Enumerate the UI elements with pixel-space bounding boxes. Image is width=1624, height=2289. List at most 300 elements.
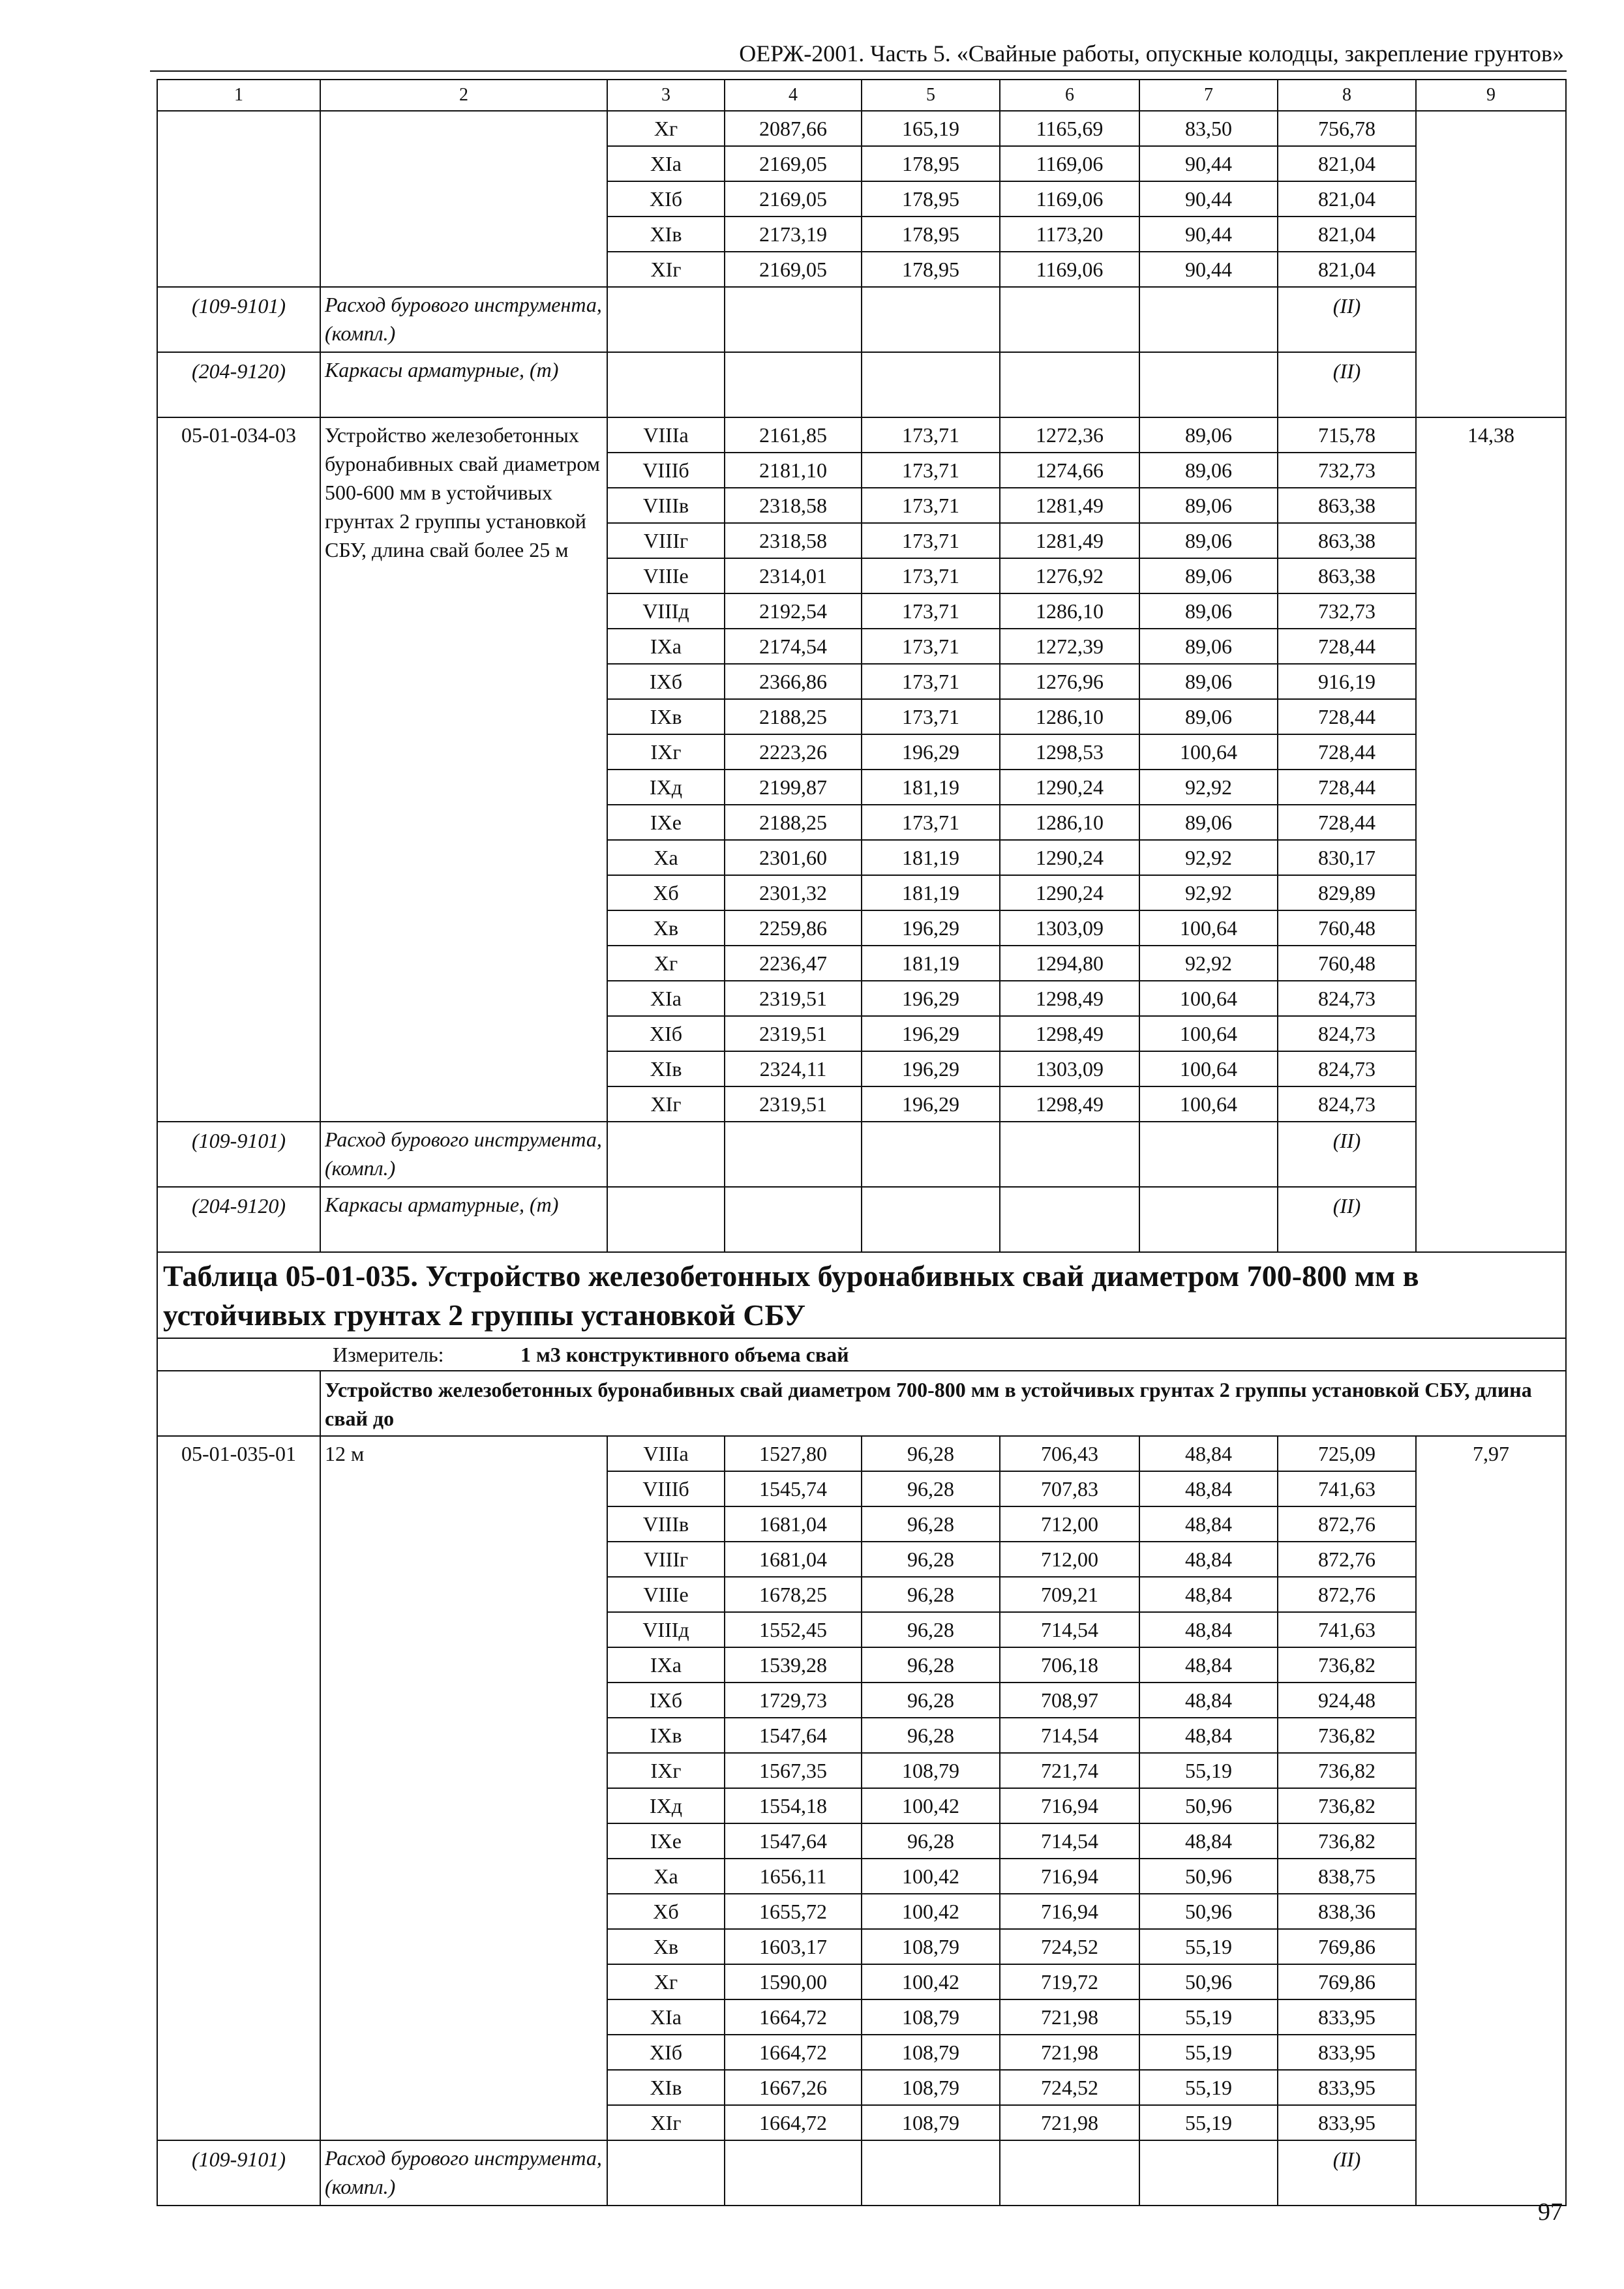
wages-cell: 108,79 bbox=[862, 2070, 1000, 2105]
machines-cell: 1165,69 bbox=[1000, 111, 1139, 146]
machines-cell: 1294,80 bbox=[1000, 946, 1139, 981]
machines-cell: 1274,66 bbox=[1000, 453, 1139, 488]
empty-cell bbox=[157, 1371, 320, 1436]
wages-cell: 173,71 bbox=[862, 699, 1000, 734]
zone-cell: Xа bbox=[607, 1859, 725, 1894]
rate-code: 05-01-034-03 bbox=[157, 417, 320, 1122]
wages-cell: 173,71 bbox=[862, 558, 1000, 593]
wages-cell: 181,19 bbox=[862, 840, 1000, 875]
machinist-wages-cell: 48,84 bbox=[1139, 1683, 1278, 1718]
machinist-wages-cell: 92,92 bbox=[1139, 770, 1278, 805]
rate-code: 05-01-035-01 bbox=[157, 1436, 320, 2140]
wages-cell: 100,42 bbox=[862, 1894, 1000, 1929]
resource-name: Расход бурового инструмента, (компл.) bbox=[320, 1122, 607, 1187]
zone-cell: Xв bbox=[607, 1929, 725, 1964]
wages-cell: 100,42 bbox=[862, 1859, 1000, 1894]
total-cost-cell: 2169,05 bbox=[725, 252, 862, 287]
resource-name: Расход бурового инструмента, (компл.) bbox=[320, 2140, 607, 2206]
total-cost-cell: 2169,05 bbox=[725, 146, 862, 181]
materials-cell: 833,95 bbox=[1278, 2105, 1416, 2140]
materials-cell: 916,19 bbox=[1278, 664, 1416, 699]
resource-value: (II) bbox=[1278, 2140, 1416, 2206]
machines-cell: 1276,96 bbox=[1000, 664, 1139, 699]
materials-cell: 863,38 bbox=[1278, 488, 1416, 523]
machinist-wages-cell: 89,06 bbox=[1139, 664, 1278, 699]
machines-cell: 724,52 bbox=[1000, 1929, 1139, 1964]
rates-table bbox=[157, 79, 1567, 2206]
resource-value: (II) bbox=[1278, 352, 1416, 417]
resource-code: (109-9101) bbox=[157, 2140, 320, 2206]
machines-cell: 714,54 bbox=[1000, 1823, 1139, 1859]
machines-cell: 1290,24 bbox=[1000, 770, 1139, 805]
machinist-wages-cell: 90,44 bbox=[1139, 252, 1278, 287]
materials-cell: 821,04 bbox=[1278, 181, 1416, 217]
wages-cell: 196,29 bbox=[862, 1086, 1000, 1122]
column-number: 7 bbox=[1139, 80, 1278, 111]
machinist-wages-cell: 48,84 bbox=[1139, 1612, 1278, 1647]
total-cost-cell: 1554,18 bbox=[725, 1788, 862, 1823]
empty-cell bbox=[862, 2140, 1000, 2206]
empty-cell bbox=[607, 287, 725, 352]
total-cost-cell: 1681,04 bbox=[725, 1542, 862, 1577]
machinist-wages-cell: 89,06 bbox=[1139, 805, 1278, 840]
empty-cell bbox=[1000, 287, 1139, 352]
zone-cell: Xг bbox=[607, 946, 725, 981]
total-cost-cell: 2366,86 bbox=[725, 664, 862, 699]
machinist-wages-cell: 92,92 bbox=[1139, 946, 1278, 981]
total-cost-cell: 2236,47 bbox=[725, 946, 862, 981]
empty-cell bbox=[607, 352, 725, 417]
machines-cell: 1303,09 bbox=[1000, 1051, 1139, 1086]
labor-hours-cell: 7,97 bbox=[1416, 1436, 1566, 2206]
zone-cell: XIв bbox=[607, 1051, 725, 1086]
machinist-wages-cell: 90,44 bbox=[1139, 181, 1278, 217]
rate-description: 12 м bbox=[320, 1436, 607, 2140]
machinist-wages-cell: 89,06 bbox=[1139, 558, 1278, 593]
zone-cell: VIIIа bbox=[607, 417, 725, 453]
machinist-wages-cell: 89,06 bbox=[1139, 417, 1278, 453]
zone-cell: XIв bbox=[607, 217, 725, 252]
zone-cell: VIIIе bbox=[607, 1577, 725, 1612]
wages-cell: 173,71 bbox=[862, 593, 1000, 629]
total-cost-cell: 1664,72 bbox=[725, 1999, 862, 2035]
machines-cell: 1298,49 bbox=[1000, 1016, 1139, 1051]
empty-cell bbox=[607, 1187, 725, 1252]
total-cost-cell: 1545,74 bbox=[725, 1471, 862, 1506]
resource-code: (204-9120) bbox=[157, 1187, 320, 1252]
empty-cell bbox=[862, 1187, 1000, 1252]
machinist-wages-cell: 100,64 bbox=[1139, 981, 1278, 1016]
machinist-wages-cell: 50,96 bbox=[1139, 1788, 1278, 1823]
wages-cell: 96,28 bbox=[862, 1471, 1000, 1506]
total-cost-cell: 1664,72 bbox=[725, 2105, 862, 2140]
wages-cell: 108,79 bbox=[862, 1999, 1000, 2035]
zone-cell: IXд bbox=[607, 770, 725, 805]
wages-cell: 96,28 bbox=[862, 1823, 1000, 1859]
machines-cell: 1173,20 bbox=[1000, 217, 1139, 252]
total-cost-cell: 1681,04 bbox=[725, 1506, 862, 1542]
materials-cell: 769,86 bbox=[1278, 1964, 1416, 1999]
zone-cell: XIг bbox=[607, 1086, 725, 1122]
zone-cell: IXе bbox=[607, 805, 725, 840]
total-cost-cell: 2173,19 bbox=[725, 217, 862, 252]
materials-cell: 872,76 bbox=[1278, 1506, 1416, 1542]
column-number: 1 bbox=[157, 80, 320, 111]
total-cost-cell: 1547,64 bbox=[725, 1718, 862, 1753]
empty-cell bbox=[862, 1122, 1000, 1187]
machinist-wages-cell: 55,19 bbox=[1139, 1929, 1278, 1964]
measure-label: Измеритель: bbox=[333, 1343, 444, 1366]
wages-cell: 108,79 bbox=[862, 2035, 1000, 2070]
wages-cell: 96,28 bbox=[862, 1542, 1000, 1577]
empty-cell bbox=[725, 287, 862, 352]
labor-hours-cell: 14,38 bbox=[1416, 417, 1566, 1252]
total-cost-cell: 1678,25 bbox=[725, 1577, 862, 1612]
total-cost-cell: 2181,10 bbox=[725, 453, 862, 488]
empty-cell bbox=[725, 352, 862, 417]
machines-cell: 1169,06 bbox=[1000, 181, 1139, 217]
zone-cell: VIIIг bbox=[607, 1542, 725, 1577]
table-row bbox=[157, 417, 1566, 453]
machines-cell: 1286,10 bbox=[1000, 699, 1139, 734]
zone-cell: VIIIб bbox=[607, 453, 725, 488]
empty-cell bbox=[1139, 1187, 1278, 1252]
machines-cell: 712,00 bbox=[1000, 1506, 1139, 1542]
page-number: 97 bbox=[1538, 2198, 1563, 2226]
machinist-wages-cell: 92,92 bbox=[1139, 875, 1278, 910]
zone-cell: IXа bbox=[607, 1647, 725, 1683]
machines-cell: 707,83 bbox=[1000, 1471, 1139, 1506]
empty-cell bbox=[1139, 2140, 1278, 2206]
empty-cell bbox=[607, 1122, 725, 1187]
materials-cell: 736,82 bbox=[1278, 1753, 1416, 1788]
zone-cell: XIб bbox=[607, 2035, 725, 2070]
wages-cell: 108,79 bbox=[862, 1929, 1000, 1964]
materials-cell: 736,82 bbox=[1278, 1823, 1416, 1859]
total-cost-cell: 2223,26 bbox=[725, 734, 862, 770]
total-cost-cell: 1539,28 bbox=[725, 1647, 862, 1683]
wages-cell: 181,19 bbox=[862, 770, 1000, 805]
machinist-wages-cell: 89,06 bbox=[1139, 488, 1278, 523]
wages-cell: 100,42 bbox=[862, 1964, 1000, 1999]
machinist-wages-cell: 89,06 bbox=[1139, 593, 1278, 629]
resource-name: Каркасы арматурные, (т) bbox=[320, 1187, 607, 1252]
empty-cell bbox=[1000, 352, 1139, 417]
empty-cell bbox=[1139, 287, 1278, 352]
machinist-wages-cell: 48,84 bbox=[1139, 1647, 1278, 1683]
materials-cell: 924,48 bbox=[1278, 1683, 1416, 1718]
total-cost-cell: 1664,72 bbox=[725, 2035, 862, 2070]
wages-cell: 178,95 bbox=[862, 217, 1000, 252]
total-cost-cell: 1603,17 bbox=[725, 1929, 862, 1964]
machines-cell: 1303,09 bbox=[1000, 910, 1139, 946]
materials-cell: 838,75 bbox=[1278, 1859, 1416, 1894]
machinist-wages-cell: 55,19 bbox=[1139, 1753, 1278, 1788]
column-number: 6 bbox=[1000, 80, 1139, 111]
zone-cell: Xб bbox=[607, 875, 725, 910]
machines-cell: 1281,49 bbox=[1000, 488, 1139, 523]
zone-cell: IXе bbox=[607, 1823, 725, 1859]
wages-cell: 96,28 bbox=[862, 1612, 1000, 1647]
machinist-wages-cell: 100,64 bbox=[1139, 910, 1278, 946]
materials-cell: 824,73 bbox=[1278, 981, 1416, 1016]
machines-cell: 716,94 bbox=[1000, 1894, 1139, 1929]
empty-cell bbox=[320, 111, 607, 287]
total-cost-cell: 2319,51 bbox=[725, 981, 862, 1016]
header-rule bbox=[150, 70, 1567, 72]
wages-cell: 173,71 bbox=[862, 805, 1000, 840]
total-cost-cell: 2188,25 bbox=[725, 805, 862, 840]
zone-cell: IXг bbox=[607, 1753, 725, 1788]
machines-cell: 712,00 bbox=[1000, 1542, 1139, 1577]
measure bbox=[157, 1338, 1566, 1371]
zone-cell: VIIIг bbox=[607, 523, 725, 558]
total-cost-cell: 2314,01 bbox=[725, 558, 862, 593]
zone-cell: IXд bbox=[607, 1788, 725, 1823]
total-cost-cell: 2188,25 bbox=[725, 699, 862, 734]
materials-cell: 728,44 bbox=[1278, 629, 1416, 664]
total-cost-cell: 1552,45 bbox=[725, 1612, 862, 1647]
machinist-wages-cell: 55,19 bbox=[1139, 2105, 1278, 2140]
machinist-wages-cell: 48,84 bbox=[1139, 1577, 1278, 1612]
machinist-wages-cell: 48,84 bbox=[1139, 1823, 1278, 1859]
materials-cell: 760,48 bbox=[1278, 910, 1416, 946]
materials-cell: 741,63 bbox=[1278, 1471, 1416, 1506]
page-header bbox=[150, 39, 1567, 72]
empty-cell bbox=[1000, 2140, 1139, 2206]
resource-code: (109-9101) bbox=[157, 1122, 320, 1187]
zone-cell: Xг bbox=[607, 111, 725, 146]
total-cost-cell: 2301,60 bbox=[725, 840, 862, 875]
machines-cell: 706,43 bbox=[1000, 1436, 1139, 1471]
wages-cell: 196,29 bbox=[862, 981, 1000, 1016]
zone-cell: IXб bbox=[607, 1683, 725, 1718]
empty-cell bbox=[607, 2140, 725, 2206]
wages-cell: 173,71 bbox=[862, 453, 1000, 488]
total-cost-cell: 2319,51 bbox=[725, 1086, 862, 1122]
wages-cell: 196,29 bbox=[862, 734, 1000, 770]
materials-cell: 760,48 bbox=[1278, 946, 1416, 981]
total-cost-cell: 2174,54 bbox=[725, 629, 862, 664]
machinist-wages-cell: 83,50 bbox=[1139, 111, 1278, 146]
zone-cell: VIIIа bbox=[607, 1436, 725, 1471]
zone-cell: VIIIе bbox=[607, 558, 725, 593]
materials-cell: 728,44 bbox=[1278, 734, 1416, 770]
materials-cell: 821,04 bbox=[1278, 146, 1416, 181]
zone-cell: VIIIб bbox=[607, 1471, 725, 1506]
empty-cell bbox=[157, 111, 320, 287]
zone-cell: XIб bbox=[607, 181, 725, 217]
machinist-wages-cell: 55,19 bbox=[1139, 1999, 1278, 2035]
wages-cell: 96,28 bbox=[862, 1647, 1000, 1683]
empty-cell bbox=[1139, 352, 1278, 417]
zone-cell: VIIIд bbox=[607, 1612, 725, 1647]
rate-description: Устройство железобетонных буронабивных свай диаметром 500-600 мм в устойчивых грунтах 2 группы установкой СБУ, длина свай более 25 м bbox=[320, 417, 607, 1122]
machinist-wages-cell: 50,96 bbox=[1139, 1894, 1278, 1929]
machinist-wages-cell: 100,64 bbox=[1139, 1086, 1278, 1122]
machines-cell: 724,52 bbox=[1000, 2070, 1139, 2105]
machines-cell: 1169,06 bbox=[1000, 252, 1139, 287]
wages-cell: 96,28 bbox=[862, 1718, 1000, 1753]
zone-cell: IXв bbox=[607, 1718, 725, 1753]
resource-row bbox=[157, 2140, 1566, 2206]
materials-cell: 872,76 bbox=[1278, 1577, 1416, 1612]
materials-cell: 728,44 bbox=[1278, 699, 1416, 734]
materials-cell: 833,95 bbox=[1278, 2070, 1416, 2105]
materials-cell: 728,44 bbox=[1278, 770, 1416, 805]
total-cost-cell: 2087,66 bbox=[725, 111, 862, 146]
machinist-wages-cell: 48,84 bbox=[1139, 1436, 1278, 1471]
zone-cell: Xб bbox=[607, 1894, 725, 1929]
table-row bbox=[157, 111, 1566, 146]
total-cost-cell: 1655,72 bbox=[725, 1894, 862, 1929]
materials-cell: 736,82 bbox=[1278, 1647, 1416, 1683]
materials-cell: 732,73 bbox=[1278, 453, 1416, 488]
total-cost-cell: 1729,73 bbox=[725, 1683, 862, 1718]
zone-cell: XIв bbox=[607, 2070, 725, 2105]
wages-cell: 108,79 bbox=[862, 2105, 1000, 2140]
subtitle-row bbox=[157, 1371, 1566, 1436]
total-cost-cell: 2318,58 bbox=[725, 523, 862, 558]
zone-cell: Xа bbox=[607, 840, 725, 875]
empty-cell bbox=[1000, 1122, 1139, 1187]
wages-cell: 196,29 bbox=[862, 910, 1000, 946]
materials-cell: 863,38 bbox=[1278, 523, 1416, 558]
materials-cell: 872,76 bbox=[1278, 1542, 1416, 1577]
machinist-wages-cell: 100,64 bbox=[1139, 1016, 1278, 1051]
empty-cell bbox=[725, 1122, 862, 1187]
materials-cell: 863,38 bbox=[1278, 558, 1416, 593]
machines-cell: 716,94 bbox=[1000, 1859, 1139, 1894]
zone-cell: IXб bbox=[607, 664, 725, 699]
zone-cell: Xв bbox=[607, 910, 725, 946]
resource-name: Расход бурового инструмента, (компл.) bbox=[320, 287, 607, 352]
materials-cell: 736,82 bbox=[1278, 1718, 1416, 1753]
column-number: 3 bbox=[607, 80, 725, 111]
zone-cell: IXа bbox=[607, 629, 725, 664]
total-cost-cell: 2161,85 bbox=[725, 417, 862, 453]
zone-cell: IXв bbox=[607, 699, 725, 734]
machinist-wages-cell: 89,06 bbox=[1139, 629, 1278, 664]
total-cost-cell: 2318,58 bbox=[725, 488, 862, 523]
empty-cell bbox=[1000, 1187, 1139, 1252]
machines-cell: 1298,49 bbox=[1000, 981, 1139, 1016]
machinist-wages-cell: 55,19 bbox=[1139, 2035, 1278, 2070]
total-cost-cell: 2301,32 bbox=[725, 875, 862, 910]
total-cost-cell: 1527,80 bbox=[725, 1436, 862, 1471]
machines-cell: 1286,10 bbox=[1000, 805, 1139, 840]
wages-cell: 181,19 bbox=[862, 875, 1000, 910]
section-subtitle: Устройство железобетонных буронабивных свай диаметром 700-800 мм в устойчивых грунтах 2 группы установкой СБУ, длина свай до bbox=[320, 1371, 1566, 1436]
machinist-wages-cell: 50,96 bbox=[1139, 1859, 1278, 1894]
machines-cell: 709,21 bbox=[1000, 1577, 1139, 1612]
resource-value: (II) bbox=[1278, 1187, 1416, 1252]
machines-cell: 716,94 bbox=[1000, 1788, 1139, 1823]
zone-cell: XIг bbox=[607, 2105, 725, 2140]
machines-cell: 719,72 bbox=[1000, 1964, 1139, 1999]
zone-cell: VIIIв bbox=[607, 488, 725, 523]
machinist-wages-cell: 92,92 bbox=[1139, 840, 1278, 875]
wages-cell: 165,19 bbox=[862, 111, 1000, 146]
wages-cell: 196,29 bbox=[862, 1051, 1000, 1086]
materials-cell: 821,04 bbox=[1278, 252, 1416, 287]
total-cost-cell: 2192,54 bbox=[725, 593, 862, 629]
total-cost-cell: 1656,11 bbox=[725, 1859, 862, 1894]
table-title-row bbox=[157, 1252, 1566, 1338]
empty-cell bbox=[725, 1187, 862, 1252]
column-number: 4 bbox=[725, 80, 862, 111]
materials-cell: 821,04 bbox=[1278, 217, 1416, 252]
total-cost-cell: 2169,05 bbox=[725, 181, 862, 217]
zone-cell: XIа bbox=[607, 1999, 725, 2035]
zone-cell: XIа bbox=[607, 146, 725, 181]
machines-cell: 1286,10 bbox=[1000, 593, 1139, 629]
wages-cell: 173,71 bbox=[862, 488, 1000, 523]
materials-cell: 756,78 bbox=[1278, 111, 1416, 146]
column-number: 5 bbox=[862, 80, 1000, 111]
machines-cell: 1298,49 bbox=[1000, 1086, 1139, 1122]
materials-cell: 830,17 bbox=[1278, 840, 1416, 875]
wages-cell: 178,95 bbox=[862, 252, 1000, 287]
empty-cell bbox=[862, 287, 1000, 352]
machinist-wages-cell: 50,96 bbox=[1139, 1964, 1278, 1999]
machines-cell: 1281,49 bbox=[1000, 523, 1139, 558]
machinist-wages-cell: 100,64 bbox=[1139, 734, 1278, 770]
zone-cell: XIг bbox=[607, 252, 725, 287]
materials-cell: 824,73 bbox=[1278, 1086, 1416, 1122]
machinist-wages-cell: 100,64 bbox=[1139, 1051, 1278, 1086]
wages-cell: 96,28 bbox=[862, 1436, 1000, 1471]
materials-cell: 833,95 bbox=[1278, 2035, 1416, 2070]
materials-cell: 732,73 bbox=[1278, 593, 1416, 629]
machines-cell: 721,74 bbox=[1000, 1753, 1139, 1788]
materials-cell: 833,95 bbox=[1278, 1999, 1416, 2035]
wages-cell: 173,71 bbox=[862, 664, 1000, 699]
wages-cell: 100,42 bbox=[862, 1788, 1000, 1823]
machinist-wages-cell: 89,06 bbox=[1139, 699, 1278, 734]
wages-cell: 173,71 bbox=[862, 629, 1000, 664]
table-row bbox=[157, 1436, 1566, 1471]
machines-cell: 1272,36 bbox=[1000, 417, 1139, 453]
empty-cell bbox=[725, 2140, 862, 2206]
machinist-wages-cell: 89,06 bbox=[1139, 453, 1278, 488]
materials-cell: 715,78 bbox=[1278, 417, 1416, 453]
column-number: 2 bbox=[320, 80, 607, 111]
empty-cell bbox=[1139, 1122, 1278, 1187]
machinist-wages-cell: 90,44 bbox=[1139, 146, 1278, 181]
zone-cell: VIIIд bbox=[607, 593, 725, 629]
total-cost-cell: 1667,26 bbox=[725, 2070, 862, 2105]
wages-cell: 178,95 bbox=[862, 146, 1000, 181]
machinist-wages-cell: 48,84 bbox=[1139, 1506, 1278, 1542]
total-cost-cell: 2319,51 bbox=[725, 1016, 862, 1051]
machines-cell: 1276,92 bbox=[1000, 558, 1139, 593]
empty-cell bbox=[862, 352, 1000, 417]
machines-cell: 1169,06 bbox=[1000, 146, 1139, 181]
total-cost-cell: 1567,35 bbox=[725, 1753, 862, 1788]
machines-cell: 721,98 bbox=[1000, 1999, 1139, 2035]
resource-code: (204-9120) bbox=[157, 352, 320, 417]
materials-cell: 741,63 bbox=[1278, 1612, 1416, 1647]
machines-cell: 714,54 bbox=[1000, 1718, 1139, 1753]
wages-cell: 96,28 bbox=[862, 1506, 1000, 1542]
wages-cell: 108,79 bbox=[862, 1753, 1000, 1788]
resource-row bbox=[157, 287, 1566, 352]
materials-cell: 725,09 bbox=[1278, 1436, 1416, 1471]
machinist-wages-cell: 55,19 bbox=[1139, 2070, 1278, 2105]
zone-cell: IXг bbox=[607, 734, 725, 770]
machines-cell: 721,98 bbox=[1000, 2035, 1139, 2070]
